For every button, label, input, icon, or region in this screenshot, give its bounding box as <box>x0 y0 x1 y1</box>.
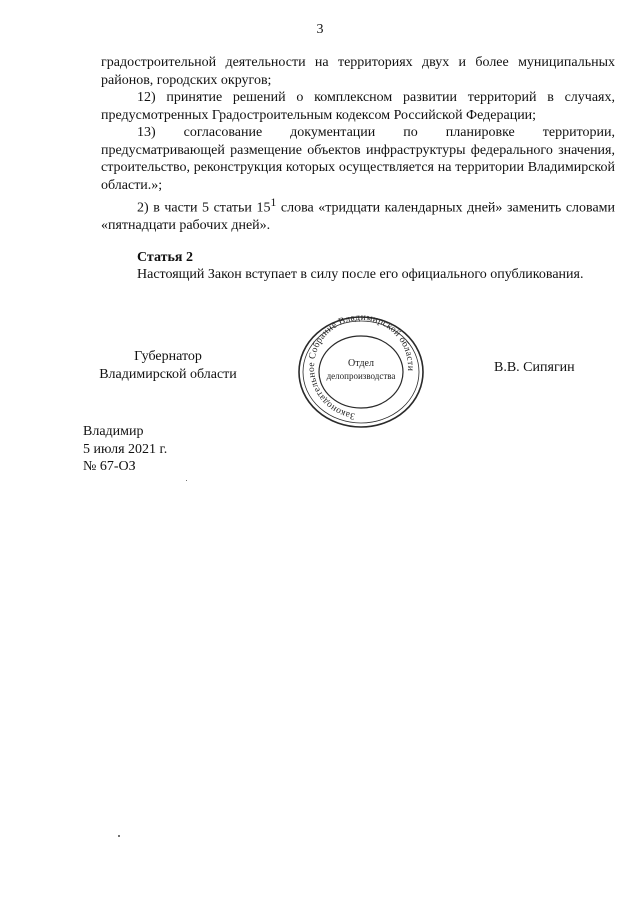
signatory-name: В.В. Сипягин <box>494 360 575 375</box>
official-stamp <box>295 313 427 431</box>
scan-speck <box>118 835 120 837</box>
stamp-ring-text: Законодательное Собрание Владимирской области <box>306 313 416 421</box>
footer-city: Владимир <box>83 424 144 439</box>
article-2-text: Настоящий Закон вступает в силу после его официального опубликования. <box>137 267 584 283</box>
paragraph-item-13: 13) согласование документации по планировке территории, предусматривающей размещение объектов инфраструктуры федерального значения, строительство, реконструкция которых осуществляется на территории Владимирской области.»; <box>101 125 615 193</box>
signatory-position <box>83 348 253 383</box>
stamp-center-line-1: Отдел <box>348 358 374 369</box>
scan-speck <box>186 480 187 481</box>
footer-date: 5 июля 2021 г. <box>83 441 168 457</box>
footer-number: № 67-ОЗ <box>83 459 136 474</box>
stamp-center-line-2: делопроизводства <box>326 371 396 381</box>
page-number: 3 <box>316 22 324 37</box>
position-line-1: Губернатор <box>134 349 202 364</box>
amendment-text-start: 2) в части 5 статьи 15 <box>137 200 271 216</box>
article-2-title: Статья 2 <box>137 249 193 265</box>
paragraph-item-12: 12) принятие решений о комплексном развитии территорий в случаях, предусмотренных Градостроительным кодексом Российской Федерации; <box>101 90 615 123</box>
paragraph-continuation: градостроительной деятельности на территориях двух и более муниципальных районов, городских округов; <box>101 55 615 88</box>
article-superscript: 1 <box>270 196 277 209</box>
position-line-2: Владимирской области <box>99 366 237 382</box>
law-text <box>101 54 615 284</box>
document-footer <box>83 423 167 476</box>
amendment-text-end: слова «тридцати календарных дней» заменить словами «пятнадцати рабочих дней». <box>101 200 616 234</box>
paragraph-item-2 <box>101 194 615 235</box>
